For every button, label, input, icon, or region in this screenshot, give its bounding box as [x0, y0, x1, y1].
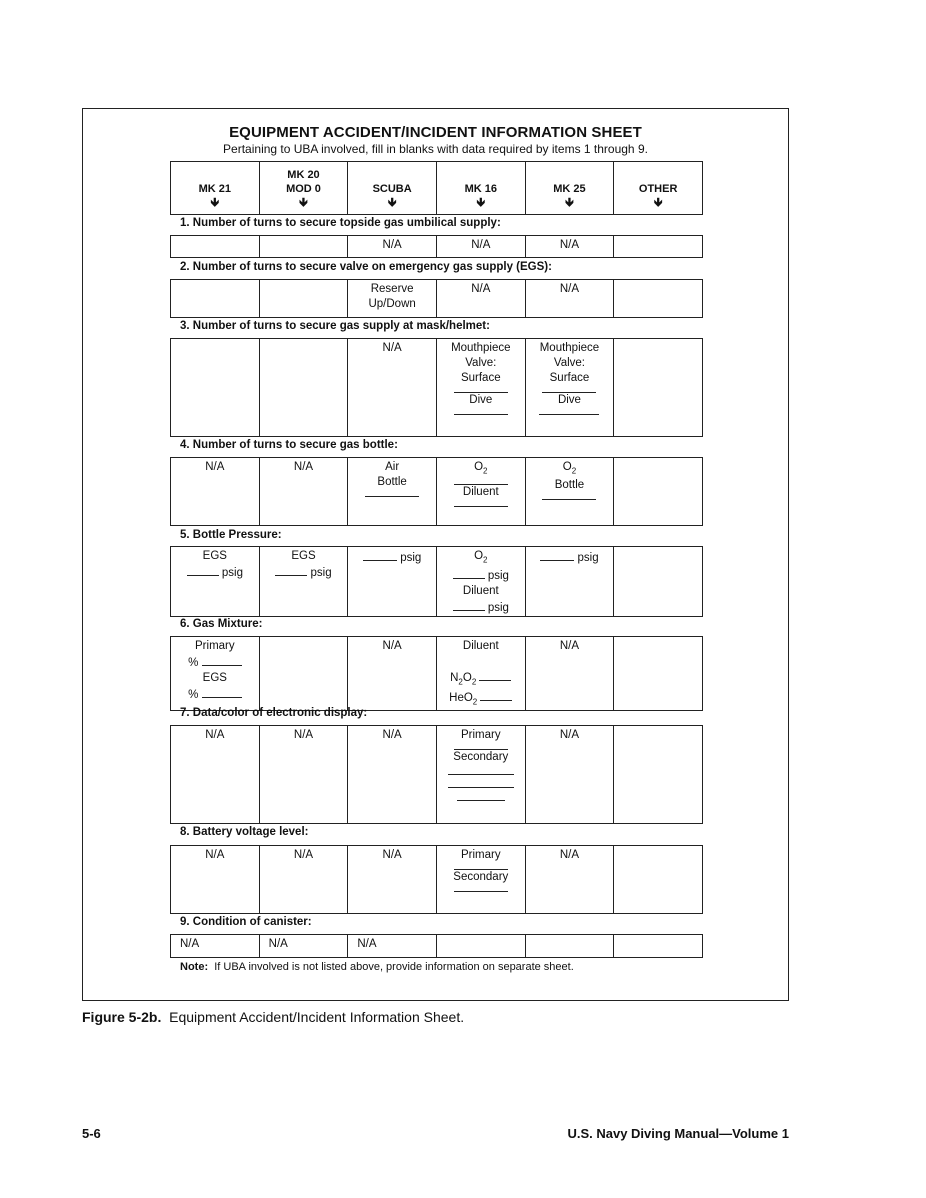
item-8-table	[170, 845, 703, 914]
item-8-label: 8. Battery voltage level:	[180, 826, 309, 838]
cell-scuba: N/A	[348, 846, 437, 914]
cell-mk16[interactable]: Primary Secondary	[436, 726, 525, 824]
blank-line	[454, 483, 508, 485]
cell-mk20: N/A	[259, 846, 348, 914]
cell-other[interactable]	[614, 547, 703, 617]
cell-mk25[interactable]	[525, 935, 614, 958]
item-3-label: 3. Number of turns to secure gas supply at mask/helmet:	[180, 320, 490, 332]
sheet-title: EQUIPMENT ACCIDENT/INCIDENT INFORMATION SHEET	[229, 124, 642, 141]
cell-mk21: N/A	[171, 935, 260, 958]
blank-line	[454, 391, 508, 393]
sheet-subtitle: Pertaining to UBA involved, fill in blanks with data required by items 1 through 9.	[223, 142, 648, 156]
cell-mk20[interactable]	[259, 339, 348, 437]
cell-mk25: N/A	[525, 637, 614, 711]
col-mk25: MK 25 🡻	[525, 162, 614, 215]
cell-scuba: Reserve Up/Down	[348, 280, 437, 318]
cell-mk20[interactable]	[259, 236, 348, 258]
cell-other[interactable]	[614, 846, 703, 914]
cell-mk21[interactable]: EGS psig	[171, 547, 260, 617]
cell-mk25: N/A	[525, 846, 614, 914]
cell-scuba[interactable]: Air Bottle	[348, 458, 437, 526]
cell-mk20[interactable]: EGS psig	[259, 547, 348, 617]
cell-other[interactable]	[614, 935, 703, 958]
column-header-table	[170, 161, 703, 215]
blank-line	[454, 748, 508, 750]
item-5-label: 5. Bottle Pressure:	[180, 529, 282, 541]
item-2-table	[170, 279, 703, 318]
cell-scuba: N/A	[348, 726, 437, 824]
cell-mk16[interactable]: $O_2$ Diluent	[436, 458, 525, 526]
arrow-down-icon: 🡻	[210, 194, 220, 209]
figure-caption: Figure 5-2b. Equipment Accident/Incident Information Sheet.	[82, 1009, 465, 1025]
cell-mk21: N/A	[171, 726, 260, 824]
cell-mk21[interactable]	[171, 339, 260, 437]
blank-line	[454, 413, 508, 415]
item-1-label: 1. Number of turns to secure topside gas umbilical supply:	[180, 217, 501, 229]
item-7-table	[170, 725, 703, 824]
item-3-table	[170, 338, 703, 437]
cell-mk25[interactable]: $O_2$ Bottle	[525, 458, 614, 526]
cell-scuba[interactable]: psig	[348, 547, 437, 617]
cell-mk16: N/A	[436, 236, 525, 258]
cell-mk25: N/A	[525, 280, 614, 318]
item-9-table	[170, 934, 703, 958]
cell-mk16[interactable]	[436, 935, 525, 958]
blank-line	[542, 498, 596, 500]
cell-mk21: N/A	[171, 458, 260, 526]
col-other: OTHER 🡻	[614, 162, 703, 215]
cell-other[interactable]	[614, 236, 703, 258]
cell-scuba: N/A	[348, 339, 437, 437]
blank-line	[454, 868, 508, 870]
cell-mk21[interactable]	[171, 236, 260, 258]
cell-mk16[interactable]: Diluent $N_2O_2$ HeO$_2$	[436, 637, 525, 711]
cell-other[interactable]	[614, 280, 703, 318]
arrow-down-icon: 🡻	[476, 194, 486, 209]
cell-mk16[interactable]: $O_2$ psig Diluent psig	[436, 547, 525, 617]
item-6-label: 6. Gas Mixture:	[180, 618, 263, 630]
cell-mk20: N/A	[259, 726, 348, 824]
cell-mk20: N/A	[259, 458, 348, 526]
cell-mk21[interactable]	[171, 280, 260, 318]
arrow-down-icon: 🡻	[387, 194, 397, 209]
blank-line	[539, 413, 599, 415]
cell-mk20[interactable]	[259, 637, 348, 711]
cell-mk20: N/A	[259, 935, 348, 958]
item-9-label: 9. Condition of canister:	[180, 916, 312, 928]
arrow-down-icon: 🡻	[299, 194, 308, 209]
cell-mk20[interactable]	[259, 280, 348, 318]
cell-scuba: N/A	[348, 236, 437, 258]
cell-mk16[interactable]: Primary Secondary	[436, 846, 525, 914]
col-scuba: SCUBA 🡻	[348, 162, 437, 215]
cell-mk25[interactable]: Mouthpiece Valve: Surface Dive	[525, 339, 614, 437]
arrow-down-icon: 🡻	[565, 194, 574, 209]
cell-other[interactable]	[614, 726, 703, 824]
col-mk21: MK 21 🡻	[171, 162, 260, 215]
col-mk20: MK 20 MOD 0 🡻	[259, 162, 348, 215]
cell-scuba: N/A	[348, 637, 437, 711]
item-2-label: 2. Number of turns to secure valve on emergency gas supply (EGS):	[180, 261, 552, 273]
form-frame	[82, 108, 789, 1001]
blank-line	[365, 495, 419, 497]
blank-line	[457, 799, 505, 801]
blank-line	[448, 773, 514, 775]
manual-title: U.S. Navy Diving Manual—Volume 1	[567, 1126, 789, 1141]
cell-other[interactable]	[614, 458, 703, 526]
cell-mk21[interactable]: Primary % EGS %	[171, 637, 260, 711]
note: Note: If UBA involved is not listed above, provide information on separate sheet.	[180, 961, 574, 973]
blank-line	[454, 890, 508, 892]
col-mk16: MK 16 🡻	[436, 162, 525, 215]
item-5-table	[170, 546, 703, 617]
cell-mk16[interactable]: Mouthpiece Valve: Surface Dive	[436, 339, 525, 437]
item-6-table	[170, 636, 703, 711]
cell-mk25: N/A	[525, 726, 614, 824]
cell-scuba: N/A	[348, 935, 437, 958]
cell-mk25: N/A	[525, 236, 614, 258]
item-4-label: 4. Number of turns to secure gas bottle:	[180, 439, 398, 451]
cell-mk21: N/A	[171, 846, 260, 914]
blank-line	[542, 391, 596, 393]
blank-line	[448, 786, 514, 788]
cell-other[interactable]	[614, 339, 703, 437]
item-4-table	[170, 457, 703, 526]
cell-mk25[interactable]: psig	[525, 547, 614, 617]
item-1-table	[170, 235, 703, 258]
page-number: 5-6	[82, 1126, 101, 1141]
arrow-down-icon: 🡻	[653, 194, 663, 209]
blank-line	[454, 505, 508, 507]
cell-mk16: N/A	[436, 280, 525, 318]
item-7-label: 7. Data/color of electronic display:	[180, 707, 368, 719]
cell-other[interactable]	[614, 637, 703, 711]
